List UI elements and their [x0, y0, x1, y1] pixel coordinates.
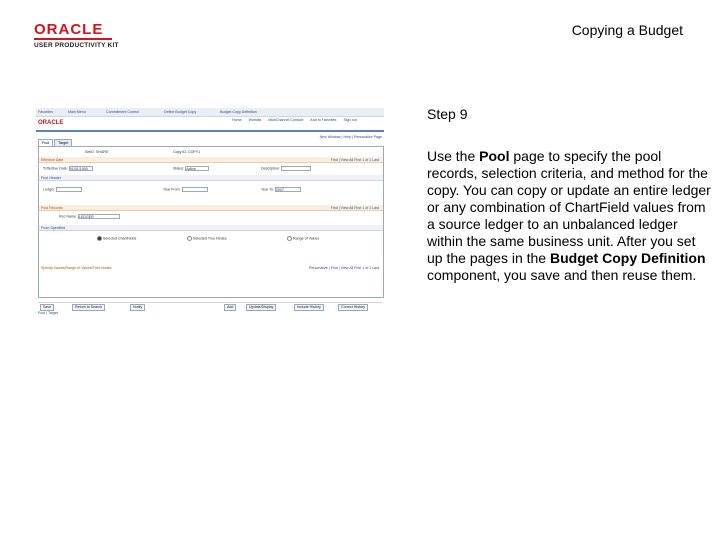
radio-range-of-values[interactable]	[287, 236, 319, 241]
view-all-link[interactable]: View All	[340, 266, 354, 270]
chartfield-values-section	[39, 265, 383, 271]
breadcrumb-item[interactable]: Favorites	[38, 110, 53, 114]
text-part: page to specify the pool records, selection criteria, and method for the copy. You can copy or update an entire ledger or any combination of ChartField values from a source ledger to an unbalanced ledger within the same business unit. After you set up the pages in the	[427, 148, 711, 266]
description-field	[261, 166, 311, 171]
find-link[interactable]: Find	[330, 158, 338, 162]
page-button-bar	[38, 302, 382, 310]
text-part: Use the	[427, 148, 480, 164]
app-brand: ORACLE	[38, 120, 64, 126]
save-button[interactable]: Save	[40, 304, 54, 311]
universal-nav	[232, 118, 363, 122]
effective-date-field	[43, 166, 93, 171]
radio-button[interactable]	[287, 236, 292, 241]
header-divider	[36, 130, 384, 132]
effective-date-section	[39, 157, 383, 163]
step-description	[427, 148, 712, 284]
eff-date-label: *Effective Date:	[43, 166, 68, 171]
radio-button[interactable]	[187, 236, 192, 241]
notify-button[interactable]: Notify	[130, 304, 145, 311]
pool-records-section	[39, 205, 383, 211]
page-content	[38, 146, 384, 298]
status-label: Status:	[173, 166, 185, 171]
chartfield-values-title: Specify Values/Range of Values/Tree Nodes	[41, 266, 112, 270]
personalize-link[interactable]: Personalize Page	[353, 135, 382, 139]
from-specified-title: From Specified	[41, 226, 66, 230]
breadcrumb-item[interactable]: Define Budget Copy	[164, 110, 197, 114]
page-toolbar: New Window | Help | Personalize Page	[319, 135, 382, 139]
year-from-label: Year From:	[163, 187, 181, 192]
page-title: Copying a Budget	[571, 22, 683, 38]
breadcrumb-bar	[36, 108, 384, 117]
status-field	[173, 166, 209, 171]
logo-subtitle: USER PRODUCTIVITY KIT	[34, 42, 119, 49]
last-link[interactable]: Last	[372, 158, 379, 162]
eff-date-value: 01/01/1900	[69, 167, 88, 171]
view-all-link[interactable]: View All	[340, 158, 354, 162]
radio-label: Selected ChartFields	[103, 236, 137, 241]
status-value: Active	[186, 167, 196, 171]
find-link[interactable]: Find	[330, 206, 338, 210]
year-from-field	[163, 187, 208, 192]
nav-link-multichannel[interactable]: MultiChannel Console	[268, 118, 304, 122]
year-to-input[interactable]	[275, 187, 301, 192]
find-link[interactable]: Find	[330, 266, 338, 270]
row-count: 1 of 1	[362, 206, 372, 210]
copy-id-field	[173, 150, 200, 154]
effective-date-nav: Find | View All First 1 of 1 Last	[330, 158, 379, 162]
nav-link-home[interactable]: Home	[232, 118, 242, 122]
tab-target[interactable]: Target	[54, 139, 72, 146]
footer-page-links[interactable]: Pool | Target	[38, 311, 59, 315]
eff-date-input[interactable]	[69, 166, 93, 171]
last-link[interactable]: Last	[372, 206, 379, 210]
radio-label: Range of Values	[293, 236, 320, 241]
radio-selected-chartfields[interactable]	[97, 236, 136, 241]
radio-button[interactable]	[97, 236, 102, 241]
ledger-field	[43, 187, 82, 192]
row-count: 1 of 1	[362, 266, 372, 270]
year-to-field	[261, 187, 301, 192]
view-all-link[interactable]: View All	[340, 206, 354, 210]
setid-value: SHARE	[96, 150, 109, 154]
first-link[interactable]: First	[354, 266, 362, 270]
record-name-label: Rec Name:	[59, 214, 77, 219]
return-to-search-button[interactable]: Return to Search	[72, 304, 105, 311]
logo-rule	[34, 38, 112, 40]
pool-header-title: Pool Header	[41, 176, 61, 180]
copy-id-label: Copy ID:	[173, 150, 187, 154]
first-link[interactable]: First	[354, 206, 362, 210]
nav-link-signout[interactable]: Sign out	[343, 118, 357, 122]
correct-history-button[interactable]: Correct History	[338, 304, 368, 311]
setid-field	[85, 150, 108, 154]
breadcrumb-item[interactable]: Main Menu	[68, 110, 86, 114]
description-input[interactable]	[281, 166, 311, 171]
personalize-link[interactable]: Personalize	[309, 266, 328, 270]
record-name-field	[59, 214, 120, 219]
breadcrumb-item[interactable]: Budget Copy Definition	[220, 110, 257, 114]
effective-date-title: Effective Date	[41, 158, 64, 162]
pool-header-section	[39, 175, 383, 181]
pool-records-nav: Find | View All First 1 of 1 Last	[330, 206, 379, 210]
step-label: Step 9	[427, 106, 468, 122]
embedded-screenshot	[36, 108, 384, 316]
oracle-upk-logo	[34, 22, 164, 50]
record-name-value: LEDGER	[78, 215, 94, 219]
new-window-link[interactable]: New Window	[319, 135, 341, 139]
page-tabs	[38, 139, 73, 146]
include-history-button[interactable]: Include History	[294, 304, 324, 311]
logo-brand: ORACLE	[34, 21, 104, 38]
help-link[interactable]: Help	[343, 135, 351, 139]
text-part: component, you save and then reuse them.	[427, 267, 697, 283]
copy-id-value: COPY1	[187, 150, 201, 154]
ledger-label: Ledger:	[43, 187, 56, 192]
radio-label: Selected Tree Nodes	[193, 236, 227, 241]
year-from-input[interactable]	[182, 187, 208, 192]
status-select[interactable]	[185, 166, 209, 171]
text-bold-component: Budget Copy Definition	[550, 250, 706, 266]
year-to-label: Year To:	[261, 187, 274, 192]
from-specified-section	[39, 225, 383, 231]
radio-selected-tree-nodes[interactable]	[187, 236, 227, 241]
nav-link-worklist[interactable]: Worklist	[248, 118, 262, 122]
pool-records-title: Pool Records	[41, 206, 63, 210]
tab-pool[interactable]: Pool	[38, 139, 53, 146]
ledger-input[interactable]	[56, 187, 82, 192]
first-link[interactable]: First	[354, 158, 362, 162]
year-to-value: 2007	[276, 188, 284, 192]
row-count: 1 of 1	[362, 158, 372, 162]
record-name-select[interactable]	[78, 214, 120, 219]
breadcrumb-item[interactable]: Commitment Control	[106, 110, 139, 114]
nav-link-favorites[interactable]: Add to Favorites	[310, 118, 337, 122]
description-label: Description:	[261, 166, 280, 171]
add-button[interactable]: Add	[224, 304, 236, 311]
update-display-button[interactable]: Update/Display	[246, 304, 276, 311]
chartfield-values-nav: Personalize | Find | View All First 1 of 1 Last	[309, 266, 379, 270]
last-link[interactable]: Last	[372, 266, 379, 270]
text-bold-pool: Pool	[479, 148, 510, 164]
setid-label: SetID:	[85, 150, 95, 154]
